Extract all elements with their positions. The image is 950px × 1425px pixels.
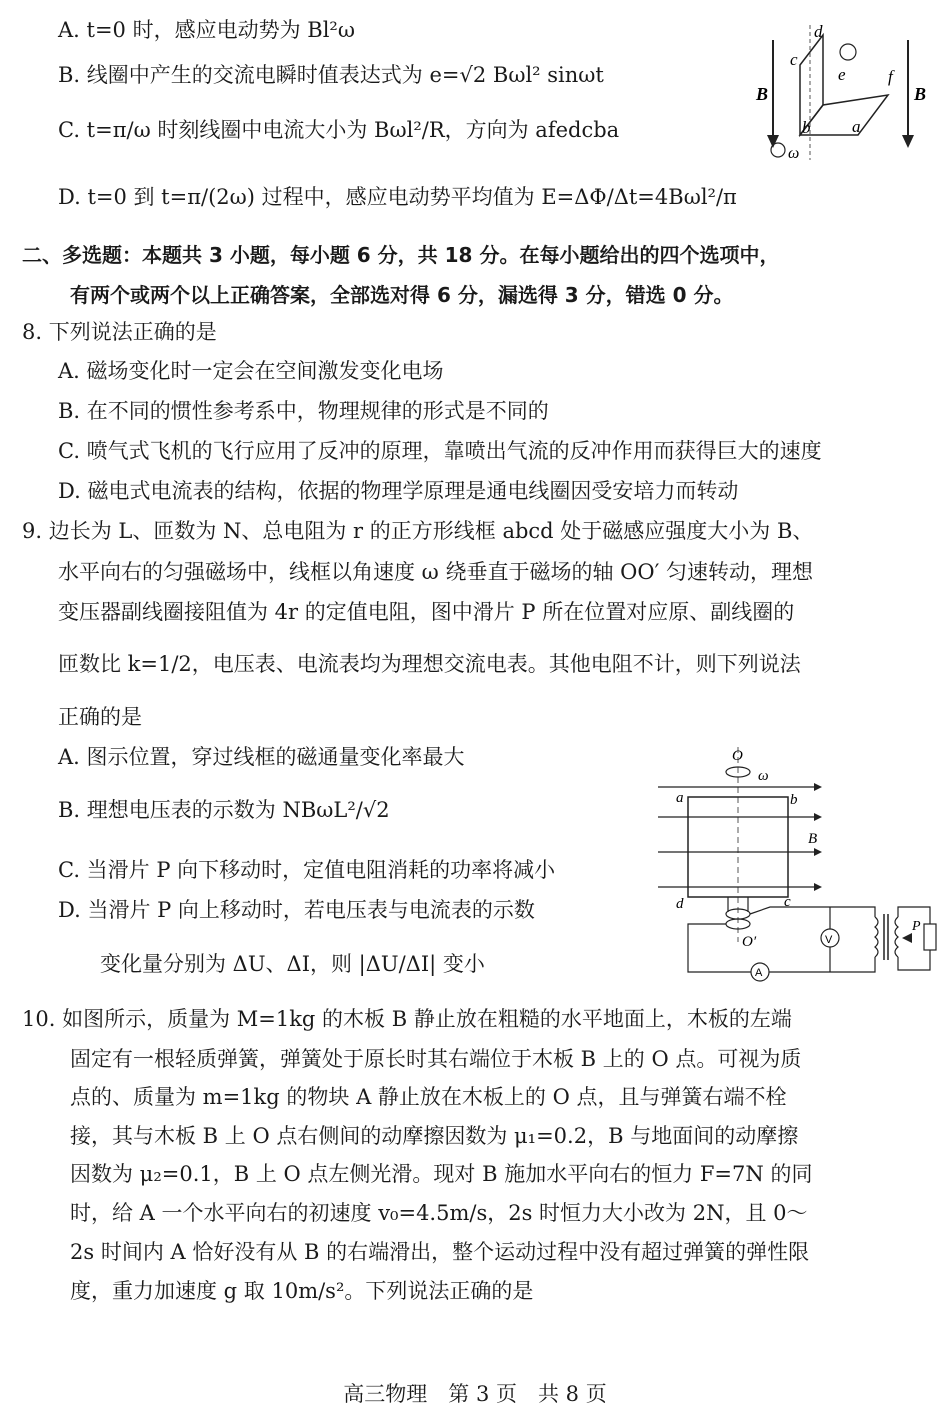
q9-stem-line5: 正确的是 [58,705,142,729]
resistor-4r [924,924,936,950]
transformer-circuit-figure [650,742,940,987]
q8-stem: 8. 下列说法正确的是 [22,320,217,344]
label-c: c [790,50,798,69]
label-omega: ω [788,145,800,162]
label-e: e [838,65,846,84]
q9-option-d-line1: D. 当滑片 P 向上移动时，若电压表与电流表的示数 [58,898,535,922]
label-B-right: B [914,84,927,104]
coil-horizontal-plane [800,95,888,135]
q7-option-a: A. t=0 时，感应电动势为 Bl²ω [58,18,355,42]
q9-stem-line2: 水平向右的匀强磁场中，线框以角速度 ω 绕垂直于磁场的轴 OO′ 匀速转动，理想 [58,560,814,584]
label-b: b [790,792,798,808]
page-footer: 高三物理 第 3 页 共 8 页 [343,1382,607,1406]
q10-line7: 2s 时间内 A 恰好没有从 B 的右端滑出，整个运动过程中没有超过弹簧的弹性限 [70,1240,810,1264]
label-A: A [755,967,763,979]
label-omega: ω [758,768,769,784]
label-d: d [814,22,823,41]
q8-option-c: C. 喷气式飞机的飞行应用了反冲的原理，靠喷出气流的反冲作用而获得巨大的速度 [58,439,822,463]
q10-line4: 接，其与木板 B 上 O 点右侧间的动摩擦因数为 μ₁=0.2，B 与地面间的动摩擦 [70,1124,799,1148]
q10-line3: 点的、质量为 m=1kg 的物块 A 静止放在木板上的 O 点，且与弹簧右端不栓 [70,1085,787,1109]
secondary-coil [895,917,898,957]
label-O: O [732,748,743,764]
label-c: c [784,894,791,910]
q10-line8: 度，重力加速度 g 取 10m/s²。下列说法正确的是 [70,1279,534,1303]
q7-option-b: B. 线圈中产生的交流电瞬时值表达式为 e=√2 Bωl² sinωt [58,63,604,87]
q9-stem-line1: 9. 边长为 L、匝数为 N、总电阻为 r 的正方形线框 abcd 处于磁感应强度大小为 B、 [22,519,814,543]
label-f: f [888,67,893,86]
slider-P [902,933,912,943]
q10-line5: 因数为 μ₂=0.1，B 上 O 点左侧光滑。现对 B 施加水平向右的恒力 F=7N 的同 [70,1162,813,1186]
rotation-arrow-top [840,44,856,60]
label-V: V [825,934,833,946]
section-2-heading-line2: 有两个或两个以上正确答案，全部选对得 6 分，漏选得 3 分，错选 0 分。 [70,283,734,307]
label-d: d [676,896,684,912]
label-O-prime: O′ [742,934,757,950]
q9-stem-line3: 变压器副线圈接阻值为 4r 的定值电阻，图中滑片 P 所在位置对应原、副线圈的 [58,600,795,624]
q9-option-b: B. 理想电压表的示数为 NBωL²/√2 [58,798,390,822]
q9-option-a: A. 图示位置，穿过线框的磁通量变化率最大 [58,745,465,769]
label-a: a [676,790,684,806]
section-2-heading-line1: 二、多选题：本题共 3 小题，每小题 6 分，共 18 分。在每小题给出的四个选项中， [22,243,780,267]
q8-option-b: B. 在不同的惯性参考系中，物理规律的形式是不同的 [58,399,549,423]
q9-option-c: C. 当滑片 P 向下移动时，定值电阻消耗的功率将减小 [58,858,556,882]
q7-option-c: C. t=π/ω 时刻线圈中电流大小为 Bωl²/R，方向为 afedcba [58,118,620,142]
label-a: a [852,117,861,136]
q9-option-d-line2: 变化量分别为 ΔU、ΔI，则 |ΔU/ΔI| 变小 [100,952,485,976]
primary-coil [875,917,878,957]
label-P: P [912,919,921,934]
q10-line6: 时，给 A 一个水平向右的初速度 v₀=4.5m/s，2s 时恒力大小改为 2N，且 0～ [70,1201,808,1225]
q10-line2: 固定有一根轻质弹簧，弹簧处于原长时其右端位于木板 B 上的 O 点。可视为质 [70,1047,802,1071]
label-B: B [808,831,818,847]
q8-option-d: D. 磁电式电流表的结构，依据的物理学原理是通电线圈因受安培力而转动 [58,479,739,503]
rotation-arrow-bottom [771,143,785,157]
coil-figure [748,20,938,170]
q7-option-d: D. t=0 到 t=π/(2ω) 过程中，感应电动势平均值为 E=ΔΦ/Δt=4Bωl²/π [58,185,737,209]
q8-option-a: A. 磁场变化时一定会在空间激发变化电场 [58,359,444,383]
label-b: b [802,118,811,137]
q9-stem-line4: 匝数比 k=1/2，电压表、电流表均为理想交流电表。其他电阻不计，则下列说法 [58,652,801,676]
label-B-left: B [756,84,769,104]
q10-line1: 10. 如图所示，质量为 M=1kg 的木板 B 静止放在粗糙的水平地面上，木板的左端 [22,1007,792,1031]
